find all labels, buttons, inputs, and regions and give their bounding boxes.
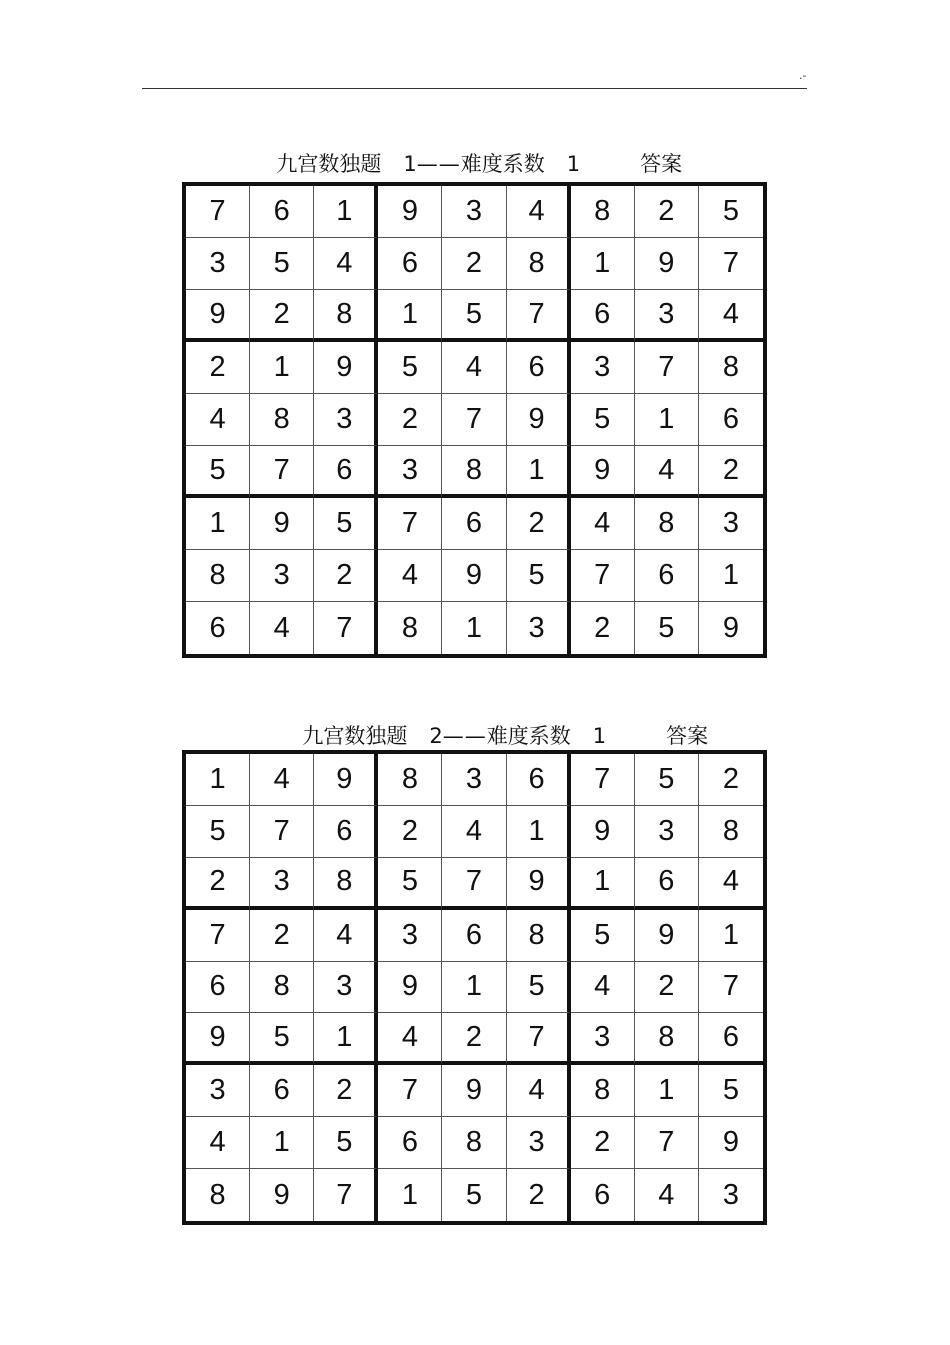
- sudoku-cell: 9: [442, 1065, 506, 1117]
- sudoku-cell: 4: [507, 1065, 571, 1117]
- sudoku-cell: 9: [186, 1013, 250, 1065]
- sudoku-cell: 4: [571, 498, 635, 550]
- sudoku-cell: 9: [635, 238, 699, 290]
- sudoku-cell: 9: [378, 962, 442, 1014]
- title-difficulty-label: 难度系数: [486, 724, 571, 748]
- sudoku-cell: 7: [699, 238, 763, 290]
- title-difficulty-value: 1: [592, 724, 607, 748]
- sudoku-cell: 6: [442, 498, 506, 550]
- sudoku-cell: 2: [314, 550, 378, 602]
- sudoku-cell: 1: [442, 602, 506, 654]
- sudoku-cell: 7: [250, 446, 314, 498]
- sudoku-cell: 7: [699, 962, 763, 1014]
- sudoku-cell: 6: [250, 186, 314, 238]
- sudoku-cell: 6: [186, 602, 250, 654]
- sudoku-cell: 7: [442, 858, 506, 910]
- sudoku-cell: 6: [314, 806, 378, 858]
- sudoku-cell: 3: [250, 550, 314, 602]
- sudoku-cell: 4: [186, 1117, 250, 1169]
- sudoku-cell: 4: [250, 754, 314, 806]
- sudoku-cell: 7: [442, 394, 506, 446]
- sudoku-cell: 1: [186, 754, 250, 806]
- sudoku-cell: 5: [250, 1013, 314, 1065]
- sudoku-cell: 1: [250, 1117, 314, 1169]
- sudoku-cell: 5: [571, 394, 635, 446]
- sudoku-cell: 7: [186, 186, 250, 238]
- sudoku-cell: 5: [186, 446, 250, 498]
- sudoku-cell: 7: [507, 1013, 571, 1065]
- sudoku-cell: 7: [314, 1169, 378, 1221]
- sudoku-cell: 3: [314, 394, 378, 446]
- sudoku-cell: 1: [186, 498, 250, 550]
- sudoku-cell: 3: [378, 910, 442, 962]
- sudoku-cell: 1: [378, 1169, 442, 1221]
- sudoku-cell: 8: [186, 550, 250, 602]
- sudoku-cell: 6: [507, 342, 571, 394]
- sudoku-cell: 9: [250, 498, 314, 550]
- sudoku-cell: 3: [507, 602, 571, 654]
- sudoku-cell: 2: [250, 290, 314, 342]
- sudoku-cell: 9: [507, 858, 571, 910]
- header-mark: .-: [799, 69, 807, 82]
- sudoku-cell: 4: [378, 1013, 442, 1065]
- sudoku-cell: 5: [250, 238, 314, 290]
- sudoku-cell: 2: [442, 1013, 506, 1065]
- sudoku-cell: 3: [442, 754, 506, 806]
- sudoku-cell: 6: [250, 1065, 314, 1117]
- sudoku-cell: 5: [507, 550, 571, 602]
- sudoku-cell: 8: [507, 238, 571, 290]
- sudoku-cell: 5: [507, 962, 571, 1014]
- sudoku-cell: 8: [635, 1013, 699, 1065]
- sudoku-cell: 6: [699, 394, 763, 446]
- sudoku-cell: 4: [635, 446, 699, 498]
- sudoku-cell: 2: [571, 602, 635, 654]
- sudoku-cell: 8: [442, 446, 506, 498]
- sudoku-cell: 6: [507, 754, 571, 806]
- title-main: 九宫数独题: [276, 152, 382, 176]
- sudoku-cell: 6: [635, 550, 699, 602]
- sudoku-cell: 6: [378, 238, 442, 290]
- sudoku-cell: 9: [699, 1117, 763, 1169]
- sudoku-cell: 7: [571, 754, 635, 806]
- sudoku-cell: 9: [186, 290, 250, 342]
- sudoku-cell: 5: [378, 858, 442, 910]
- sudoku-cell: 5: [314, 498, 378, 550]
- sudoku-cell: 4: [507, 186, 571, 238]
- sudoku-cell: 2: [186, 858, 250, 910]
- sudoku-cell: 2: [186, 342, 250, 394]
- puzzle-title-2: [289, 691, 709, 748]
- title-dash: ——: [416, 152, 461, 176]
- sudoku-cell: 8: [699, 342, 763, 394]
- sudoku-cell: 3: [635, 290, 699, 342]
- sudoku-cell: 2: [378, 394, 442, 446]
- sudoku-cell: 7: [378, 498, 442, 550]
- sudoku-cell: 2: [699, 754, 763, 806]
- sudoku-cell: 8: [635, 498, 699, 550]
- sudoku-cell: 9: [314, 342, 378, 394]
- sudoku-cell: 8: [250, 962, 314, 1014]
- sudoku-cell: 1: [250, 342, 314, 394]
- sudoku-cell: 1: [635, 394, 699, 446]
- sudoku-cell: 7: [507, 290, 571, 342]
- sudoku-cell: 6: [314, 446, 378, 498]
- sudoku-cell: 5: [442, 290, 506, 342]
- puzzle-title-1: [263, 119, 683, 176]
- sudoku-cell: 4: [314, 238, 378, 290]
- sudoku-cell: 1: [507, 806, 571, 858]
- sudoku-cell: 9: [250, 1169, 314, 1221]
- header-rule: [142, 88, 807, 89]
- sudoku-cell: 2: [699, 446, 763, 498]
- sudoku-cell: 9: [378, 186, 442, 238]
- sudoku-cell: 1: [314, 1013, 378, 1065]
- sudoku-cell: 3: [250, 858, 314, 910]
- sudoku-cell: 7: [250, 806, 314, 858]
- sudoku-cell: 5: [699, 186, 763, 238]
- sudoku-cell: 6: [571, 290, 635, 342]
- sudoku-cell: 9: [635, 910, 699, 962]
- sudoku-cell: 5: [378, 342, 442, 394]
- sudoku-cell: 8: [442, 1117, 506, 1169]
- sudoku-cell: 6: [699, 1013, 763, 1065]
- sudoku-cell: 4: [314, 910, 378, 962]
- sudoku-cell: 3: [571, 1013, 635, 1065]
- sudoku-cell: 8: [314, 858, 378, 910]
- sudoku-cell: 4: [442, 342, 506, 394]
- title-dash: ——: [442, 724, 487, 748]
- sudoku-cell: 1: [507, 446, 571, 498]
- sudoku-cell: 4: [186, 394, 250, 446]
- sudoku-cell: 9: [571, 806, 635, 858]
- sudoku-cell: 8: [314, 290, 378, 342]
- sudoku-cell: 9: [571, 446, 635, 498]
- sudoku-cell: 5: [314, 1117, 378, 1169]
- sudoku-cell: 2: [250, 910, 314, 962]
- sudoku-cell: 4: [250, 602, 314, 654]
- sudoku-cell: 8: [250, 394, 314, 446]
- sudoku-cell: 4: [571, 962, 635, 1014]
- sudoku-cell: 4: [699, 858, 763, 910]
- title-number: 2: [429, 724, 443, 748]
- sudoku-cell: 3: [722, 1178, 739, 1211]
- sudoku-cell: 6: [186, 962, 250, 1014]
- sudoku-grid-2: [182, 750, 767, 1225]
- sudoku-cell: 9: [722, 611, 739, 644]
- sudoku-cell: 5: [186, 806, 250, 858]
- sudoku-cell: 3: [378, 446, 442, 498]
- sudoku-cell: 3: [699, 498, 763, 550]
- title-number: 1: [403, 152, 417, 176]
- sudoku-cell: 8: [186, 1169, 250, 1221]
- sudoku-cell: 2: [571, 1117, 635, 1169]
- sudoku-cell: 2: [507, 498, 571, 550]
- sudoku-cell: 1: [571, 238, 635, 290]
- title-main: 九宫数独题: [302, 724, 408, 748]
- sudoku-cell: 3: [314, 962, 378, 1014]
- sudoku-cell: 4: [442, 806, 506, 858]
- sudoku-cell: 9: [442, 550, 506, 602]
- sudoku-cell: 7: [635, 1117, 699, 1169]
- sudoku-cell: 5: [699, 1065, 763, 1117]
- sudoku-cell: 8: [571, 186, 635, 238]
- sudoku-grid-1: [182, 182, 767, 658]
- sudoku-cell: 3: [571, 342, 635, 394]
- sudoku-cell: 3: [507, 1117, 571, 1169]
- sudoku-cell: 6: [442, 910, 506, 962]
- sudoku-cell: 7: [635, 342, 699, 394]
- sudoku-cell: 3: [442, 186, 506, 238]
- sudoku-cell: 8: [378, 754, 442, 806]
- sudoku-cell: 1: [635, 1065, 699, 1117]
- sudoku-cell: 5: [635, 602, 699, 654]
- sudoku-cell: 5: [571, 910, 635, 962]
- sudoku-cell: 5: [635, 754, 699, 806]
- sudoku-cell: 1: [699, 550, 763, 602]
- title-answer-label: 答案: [640, 152, 683, 176]
- title-difficulty-value: 1: [566, 152, 581, 176]
- sudoku-cell: 1: [571, 858, 635, 910]
- sudoku-cell: 2: [314, 1065, 378, 1117]
- sudoku-cell: 3: [186, 1065, 250, 1117]
- sudoku-cell: 6: [571, 1169, 635, 1221]
- sudoku-cell: 2: [442, 238, 506, 290]
- sudoku-cell: 2: [635, 186, 699, 238]
- sudoku-cell: 8: [378, 602, 442, 654]
- sudoku-cell: 7: [186, 910, 250, 962]
- sudoku-cell: 2: [635, 962, 699, 1014]
- sudoku-cell: 8: [571, 1065, 635, 1117]
- sudoku-cell: 4: [635, 1169, 699, 1221]
- sudoku-cell: 7: [378, 1065, 442, 1117]
- title-answer-label: 答案: [666, 724, 709, 748]
- sudoku-cell: 1: [314, 186, 378, 238]
- sudoku-cell: 1: [699, 910, 763, 962]
- sudoku-cell: 9: [314, 754, 378, 806]
- sudoku-cell: 6: [378, 1117, 442, 1169]
- sudoku-cell: 4: [378, 550, 442, 602]
- sudoku-cell: 2: [507, 1169, 571, 1221]
- sudoku-cell: 7: [571, 550, 635, 602]
- sudoku-cell: 9: [507, 394, 571, 446]
- sudoku-cell: 5: [442, 1169, 506, 1221]
- sudoku-cell: 8: [699, 806, 763, 858]
- sudoku-cell: 3: [186, 238, 250, 290]
- sudoku-cell: 8: [507, 910, 571, 962]
- sudoku-cell: 7: [314, 602, 378, 654]
- sudoku-cell: 1: [442, 962, 506, 1014]
- sudoku-cell: 1: [378, 290, 442, 342]
- sudoku-cell: 3: [635, 806, 699, 858]
- sudoku-cell: 2: [378, 806, 442, 858]
- sudoku-cell: 4: [699, 290, 763, 342]
- title-difficulty-label: 难度系数: [460, 152, 545, 176]
- sudoku-cell: 6: [635, 858, 699, 910]
